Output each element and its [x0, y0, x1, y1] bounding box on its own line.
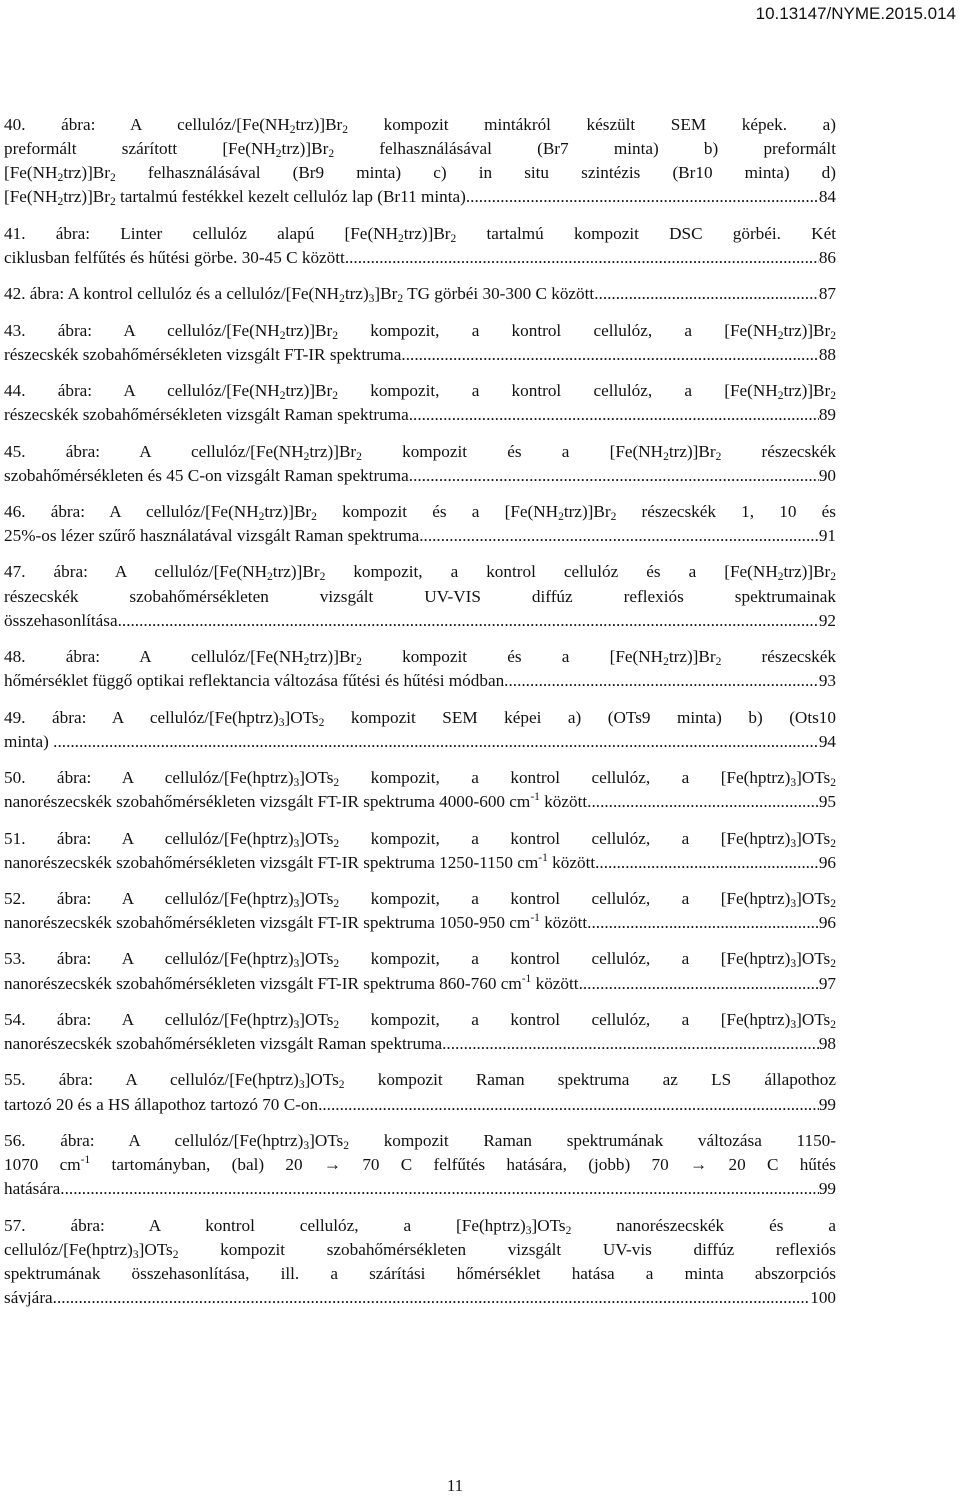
toc-entry-44[interactable]: 44. ábra: A cellulóz/$[Fe(NH_2trz)]Br_2$ kompozit, a kontrol cellulóz, a $[Fe(NH_2trz)]Br_2$ részecskék szobahőmérsékleten vizsgált Raman spektruma. ..... 89: [4, 379, 836, 427]
toc-page-number: 87: [818, 284, 836, 304]
toc-page-number: 92: [818, 610, 836, 630]
leader-dots: [349, 246, 819, 270]
toc-entry-56[interactable]: 56. ábra: A cellulóz/$[Fe(hptrz)_3]OTs_2$ kompozit Raman spektrumának változása 1150- 1070 $cm^{-1}$ tartományban, (bal) 20 → 70 C felfűtés hatására, (jobb) 70 → 20 C hűtés hatására. ..... 99: [4, 1129, 836, 1201]
leader-dots: [508, 669, 818, 693]
toc-page-number: 100: [810, 1287, 836, 1307]
toc-entry-52[interactable]: 52. ábra: A cellulóz/$[Fe(hptrz)_3]OTs_2$ kompozit, a kontrol cellulóz, a $[Fe(hptrz)_3]OTs_2$ nanorészecskék szobahőmérsékleten vizsgált FT-IR spektruma 1050-950 $cm^{-1}$ között. ..... 96: [4, 887, 836, 935]
toc-page-number: 88: [818, 344, 836, 364]
toc-entry-54[interactable]: 54. ábra: A cellulóz/$[Fe(hptrz)_3]OTs_2$ kompozit, a kontrol cellulóz, a $[Fe(hptrz)_3]OTs_2$ nanorészecskék szobahőmérsékleten vizsgált Raman spektruma. ..... 98: [4, 1008, 836, 1056]
page-number: 11: [446, 1476, 464, 1495]
toc-page-number: 94: [818, 731, 836, 751]
leader-dots: [122, 609, 819, 633]
leader-dots: [599, 282, 819, 306]
toc-entry-48[interactable]: 48. ábra: A cellulóz/$[Fe(NH_2trz)]Br_2$ kompozit és a $[Fe(NH_2trz)]Br_2$ részecskék hőmérséklet függő optikai reflektancia változása fűtési és hűtési módban. ..... 93: [4, 645, 836, 693]
toc-page-number: 91: [818, 526, 836, 546]
leader-dots: [591, 911, 818, 935]
toc-page-number: 97: [818, 973, 836, 993]
toc-page-number: 93: [818, 671, 836, 691]
leader-dots: [599, 851, 818, 875]
leader-dots: [413, 403, 819, 427]
toc-page-number: 98: [818, 1034, 836, 1054]
toc-page-number: 96: [818, 852, 836, 872]
toc-entry-41[interactable]: 41. ábra: Linter cellulóz alapú $[Fe(NH_2trz)]Br_2$ tartalmú kompozit DSC görbéi. Két ciklusban felfűtés és hűtési görbe. 30-45 C között. ..... 86: [4, 222, 836, 270]
toc-page-number: 99: [818, 1179, 836, 1199]
toc-entry-43[interactable]: 43. ábra: A cellulóz/$[Fe(NH_2trz)]Br_2$ kompozit, a kontrol cellulóz, a $[Fe(NH_2trz)]Br_2$ részecskék szobahőmérsékleten vizsgált FT-IR spektruma. ..... 88: [4, 319, 836, 367]
leader-dots: [65, 1177, 819, 1201]
toc-entry-49[interactable]: 49. ábra: A cellulóz/$[Fe(hptrz)_3]OTs_2$ kompozit SEM képei a) (OTs9 minta) b) (Ots10 minta) . ..... 94: [4, 706, 836, 754]
leader-dots: [57, 730, 818, 754]
leader-dots: [424, 524, 819, 548]
leader-dots: [583, 972, 819, 996]
toc-entry-46[interactable]: 46. ábra: A cellulóz/$[Fe(NH_2trz)]Br_2$ kompozit és a $[Fe(NH_2trz)]Br_2$ részecskék 1, 10 és 25%-os lézer szűrő használatával vizsgált Raman spektruma. ..... 91: [4, 500, 836, 548]
toc-entry-50[interactable]: 50. ábra: A cellulóz/$[Fe(hptrz)_3]OTs_2$ kompozit, a kontrol cellulóz, a $[Fe(hptrz)_3]OTs_2$ nanorészecskék szobahőmérsékleten vizsgált FT-IR spektruma 4000-600 $cm^{-1}$ között. ..... 95: [4, 766, 836, 814]
leader-dots: [406, 343, 819, 367]
toc-entry-45[interactable]: 45. ábra: A cellulóz/$[Fe(NH_2trz)]Br_2$ kompozit és a $[Fe(NH_2trz)]Br_2$ részecskék szobahőmérsékleten és 45 C-on vizsgált Raman spektruma. ..... 90: [4, 440, 836, 488]
leader-dots: [57, 1286, 810, 1310]
toc-entry-57[interactable]: 57. ábra: A kontrol cellulóz, a $[Fe(hptrz)_3]OTs_2$ nanorészecskék és a cellulóz/$[Fe(hptrz)_3]OTs_2$ kompozit szobahőmérsékleten vizsgált UV-vis diffúz reflexiós spektrumának összehasonlítása, ill. a szárítási hőmérséklet hatása a minta abszorpciós sávjára. ..... 100: [4, 1214, 836, 1310]
toc-page-number: 86: [818, 247, 836, 267]
toc-entry-42[interactable]: 42. ábra: A kontrol cellulóz és a cellulóz/$[Fe(NH_2trz)_3]Br_2$ TG görbéi 30-300 C között. ..... 87: [4, 282, 836, 306]
toc-page-number: 95: [818, 792, 836, 812]
toc-page-number: 99: [818, 1094, 836, 1114]
toc-page-number: 90: [818, 465, 836, 485]
leader-dots: [446, 1032, 818, 1056]
toc-entry-47[interactable]: 47. ábra: A cellulóz/$[Fe(NH_2trz)]Br_2$ kompozit, a kontrol cellulóz és a $[Fe(NH_2trz)]Br_2$ részecskék szobahőmérsékleten vizsgált UV-VIS diffúz reflexiós spektrumainak összehasonlítása. ..... 92: [4, 560, 836, 632]
toc-entry-53[interactable]: 53. ábra: A cellulóz/$[Fe(hptrz)_3]OTs_2$ kompozit, a kontrol cellulóz, a $[Fe(hptrz)_3]OTs_2$ nanorészecskék szobahőmérsékleten vizsgált FT-IR spektruma 860-760 $cm^{-1}$ között. ..... 97: [4, 947, 836, 995]
toc-entry-51[interactable]: 51. ábra: A cellulóz/$[Fe(hptrz)_3]OTs_2$ kompozit, a kontrol cellulóz, a $[Fe(hptrz)_3]OTs_2$ nanorészecskék szobahőmérsékleten vizsgált FT-IR spektruma 1250-1150 $cm^{-1}$ között. ..... 96: [4, 827, 836, 875]
leader-dots: [591, 790, 818, 814]
toc-page-number: 89: [818, 405, 836, 425]
toc-entry-55[interactable]: 55. ábra: A cellulóz/$[Fe(hptrz)_3]OTs_2$ kompozit Raman spektruma az LS állapothoz tartozó 20 és a HS állapothoz tartozó 70 C-on. ..... 99: [4, 1068, 836, 1116]
doi-header: 10.13147/NYME.2015.014: [755, 4, 956, 23]
list-of-figures: [4, 113, 836, 1322]
leader-dots: [322, 1093, 818, 1117]
leader-dots: [413, 464, 819, 488]
leader-dots: [470, 185, 819, 209]
toc-entry-40[interactable]: 40. ábra: A cellulóz/$[Fe(NH_2trz)]Br_2$ kompozit mintákról készült SEM képek. a) preformált szárított $[Fe(NH_2trz)]Br_2$ felhasználásával (Br7 minta) b) preformált $[Fe(NH_2trz)]Br_2$ felhasználásával (Br9 minta) c) in situ szintézis (Br10 minta) d) $[Fe(NH_2trz)]Br_2$ tartalmú festékkel kezelt cellulóz lap (Br11 minta). ..... 84: [4, 113, 836, 209]
toc-page-number: 96: [818, 913, 836, 933]
toc-page-number: 84: [818, 187, 836, 207]
